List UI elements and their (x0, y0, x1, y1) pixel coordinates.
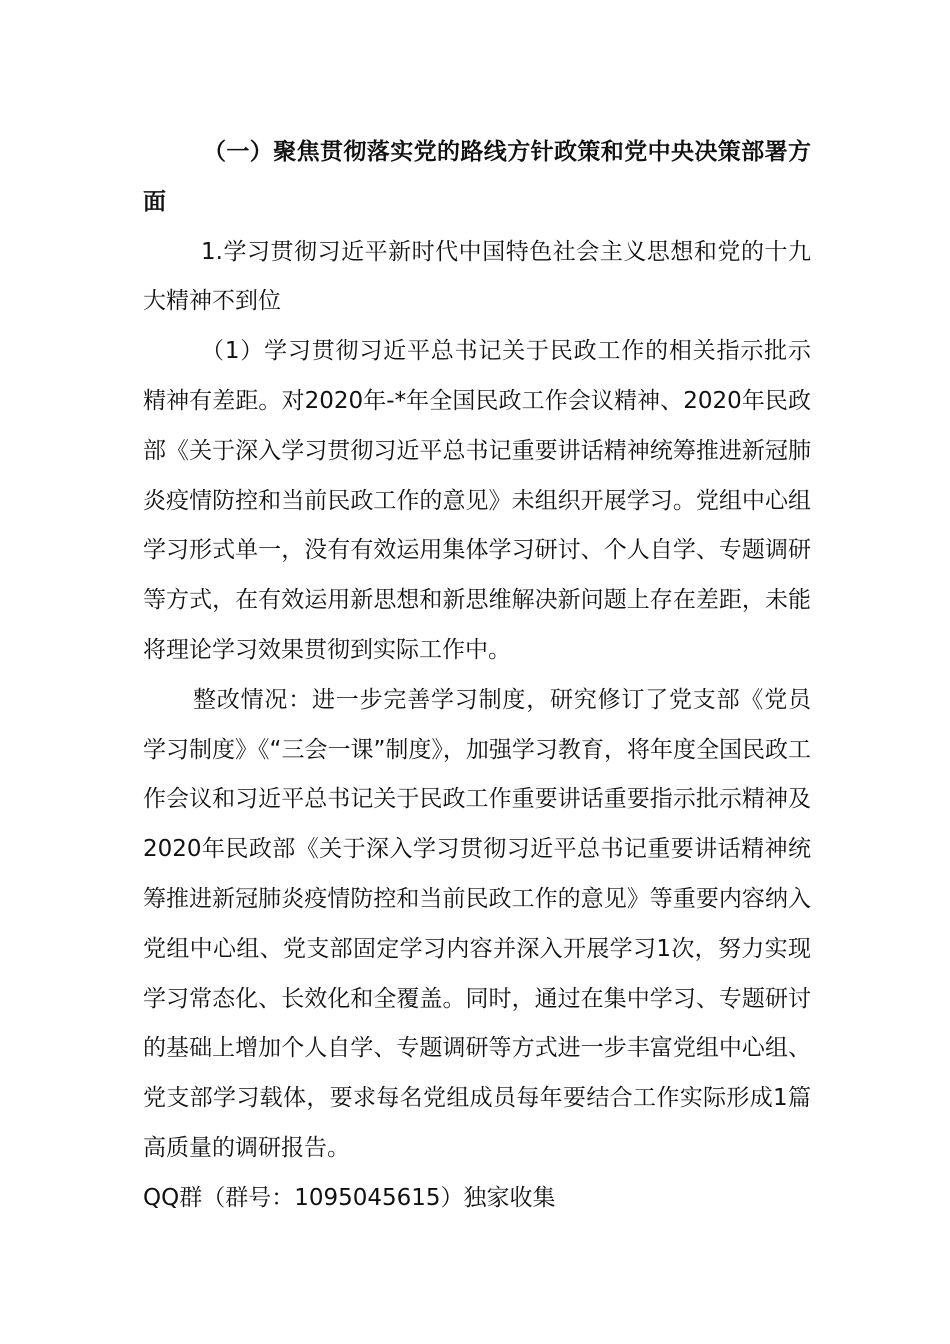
section-heading: （一）聚焦贯彻落实党的路线方针政策和党中央决策部署方面 (143, 139, 811, 215)
item-1-title: 1.学习贯彻习近平新时代中国特色社会主义思想和党的十九大精神不到位 (143, 238, 811, 315)
source-note: QQ群（群号：1095045615）独家收集 (143, 1184, 556, 1211)
item-1-subpoint: （1）学习贯彻习近平总书记关于民政工作的相关指示批示精神有差距。对2020年-*年全国民政工作会议精神、2020年民政部《关于深入学习贯彻习近平总书记重要讲话精神统筹推进新冠肺炎疫情防控和当前民政工作的意见》未组织开展学习。党组中心组学习形式单一，没有有效运用集体学习研讨、个人自学、专题调研等方式，在有效运用新思想和新思维解决新问题上存在差距，未能将理论学习效果贯彻到实际工作中。 (143, 338, 811, 663)
rectification-paragraph: 整改情况：进一步完善学习制度，研究修订了党支部《党员学习制度》《“三会一课”制度》，加强学习教育，将年度全国民政工作会议和习近平总书记关于民政工作重要讲话重要指示批示精神及2020年民政部《关于深入学习贯彻习近平总书记重要讲话精神统筹推进新冠肺炎疫情防控和当前民政工作的意见》等重要内容纳入党组中心组、党支部固定学习内容并深入开展学习1次，努力实现学习常态化、长效化和全覆盖。同时，通过在集中学习、专题研讨的基础上增加个人自学、专题调研等方式进一步丰富党组中心组、党支部学习载体，要求每名党组成员每年要结合工作实际形成1篇高质量的调研报告。 (143, 686, 811, 1161)
document-body (143, 128, 811, 1224)
